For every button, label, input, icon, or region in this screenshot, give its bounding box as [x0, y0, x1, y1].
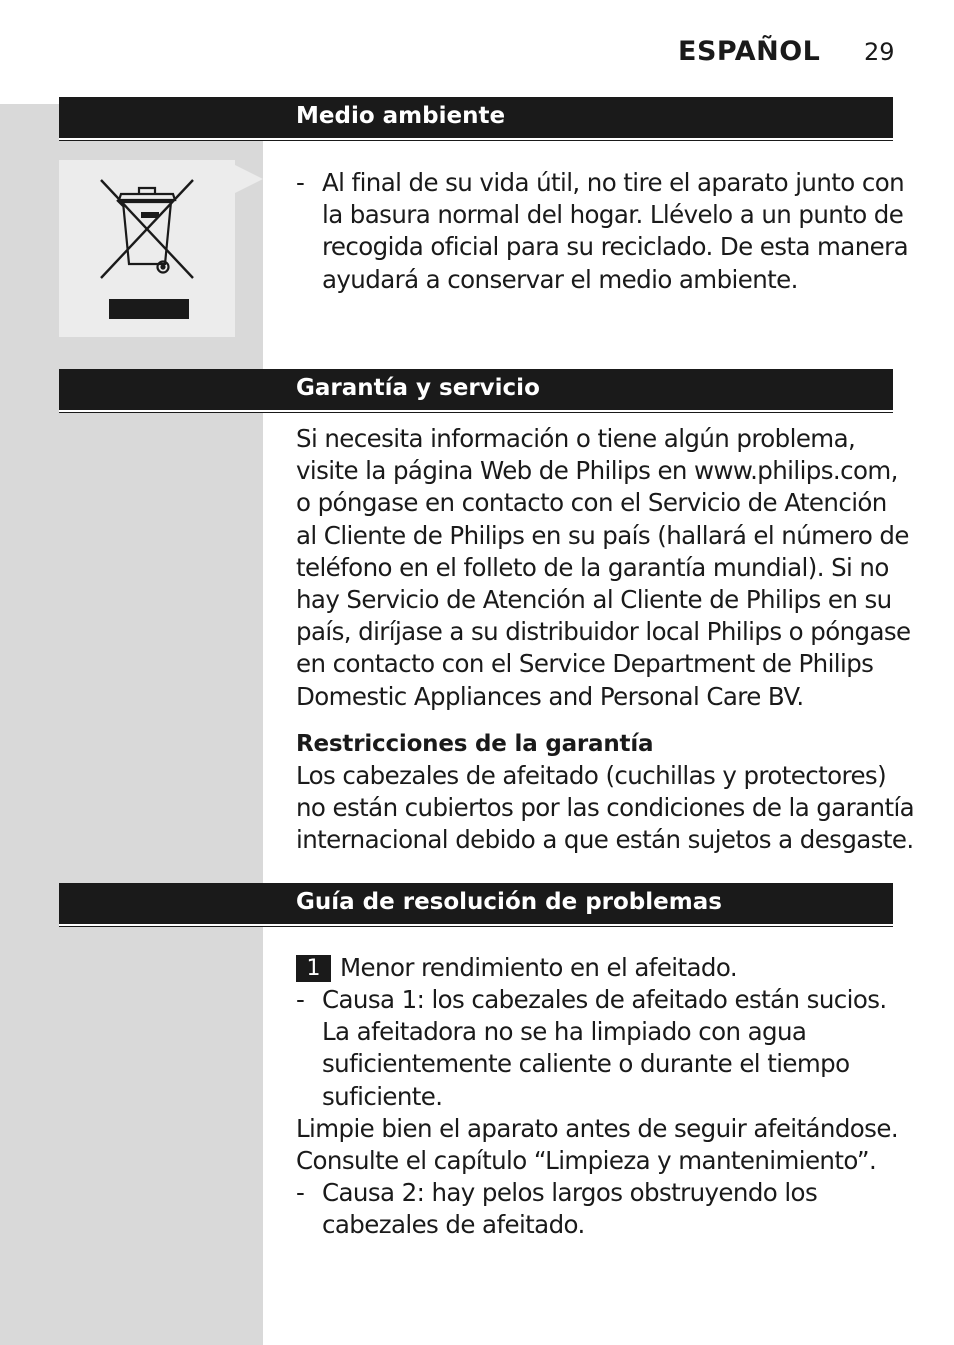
page-number: 29	[864, 38, 895, 66]
text-line: ayudará a conservar el medio ambiente.	[322, 264, 798, 294]
language-label: ESPAÑOL	[678, 36, 821, 67]
text-line: recogida oficial para su reciclado. De esta manera	[322, 232, 909, 262]
section-bar-environment	[59, 97, 893, 138]
section-title: Guía de resolución de problemas	[296, 889, 722, 915]
text-line: Causa 1: los cabezales de afeitado están sucios.	[322, 985, 887, 1014]
restrictions-text	[296, 760, 914, 857]
text-line: suficiente.	[322, 1081, 443, 1111]
remedy-text	[296, 1113, 898, 1177]
text-line: en contacto con el Service Department de Philips	[296, 649, 874, 679]
callout-pointer	[235, 165, 263, 193]
list-bullet: -	[296, 985, 305, 1014]
environment-text	[322, 167, 908, 296]
text-line: hay Servicio de Atención al Cliente de Philips en su	[296, 585, 892, 615]
section-bar-warranty	[59, 369, 893, 410]
text-line: Al final de su vida útil, no tire el aparato junto con	[322, 168, 905, 197]
cause1-text	[322, 984, 887, 1113]
text-line: suficientemente caliente o durante el tiempo	[322, 1049, 850, 1079]
text-line: cabezales de afeitado.	[322, 1210, 585, 1240]
crossed-out-wheelie-bin-icon	[59, 160, 235, 337]
list-bullet: -	[296, 1178, 305, 1207]
text-line: La afeitadora no se ha limpiado con agua	[322, 1017, 807, 1047]
list-bullet: -	[296, 168, 305, 197]
recycling-illustration	[59, 160, 235, 337]
text-line: Consulte el capítulo “Limpieza y mantenimiento”.	[296, 1146, 877, 1176]
step-number-badge: 1	[296, 955, 331, 982]
section-bar-troubleshooting	[59, 883, 893, 924]
section-title: Garantía y servicio	[296, 375, 540, 401]
section-title: Medio ambiente	[296, 103, 506, 129]
text-line: internacional debido a que están sujetos a desgaste.	[296, 825, 914, 855]
text-line: visite la página Web de Philips en www.philips.com,	[296, 456, 898, 486]
cause2-text	[322, 1177, 817, 1241]
text-line: no están cubiertos por las condiciones de la garantía	[296, 793, 915, 823]
text-line: o póngase en contacto con el Servicio de Atención	[296, 488, 887, 518]
text-line: Causa 2: hay pelos largos obstruyendo los	[322, 1178, 818, 1207]
text-line: Limpie bien el aparato antes de seguir afeitándose.	[296, 1114, 899, 1143]
warranty-text	[296, 423, 911, 713]
text-line: país, diríjase a su distribuidor local Philips o póngase	[296, 617, 911, 647]
text-line: la basura normal del hogar. Llévelo a un punto de	[322, 200, 904, 230]
text-line: Los cabezales de afeitado (cuchillas y protectores)	[296, 761, 887, 790]
restrictions-heading: Restricciones de la garantía	[296, 731, 654, 757]
text-line: Si necesita información o tiene algún problema,	[296, 424, 856, 453]
text-line: teléfono en el folleto de la garantía mundial). Si no	[296, 552, 889, 582]
text-line: al Cliente de Philips en su país (hallará el número de	[296, 520, 909, 550]
text-line: Domestic Appliances and Personal Care BV.	[296, 681, 804, 711]
step-title: Menor rendimiento en el afeitado.	[340, 953, 738, 982]
